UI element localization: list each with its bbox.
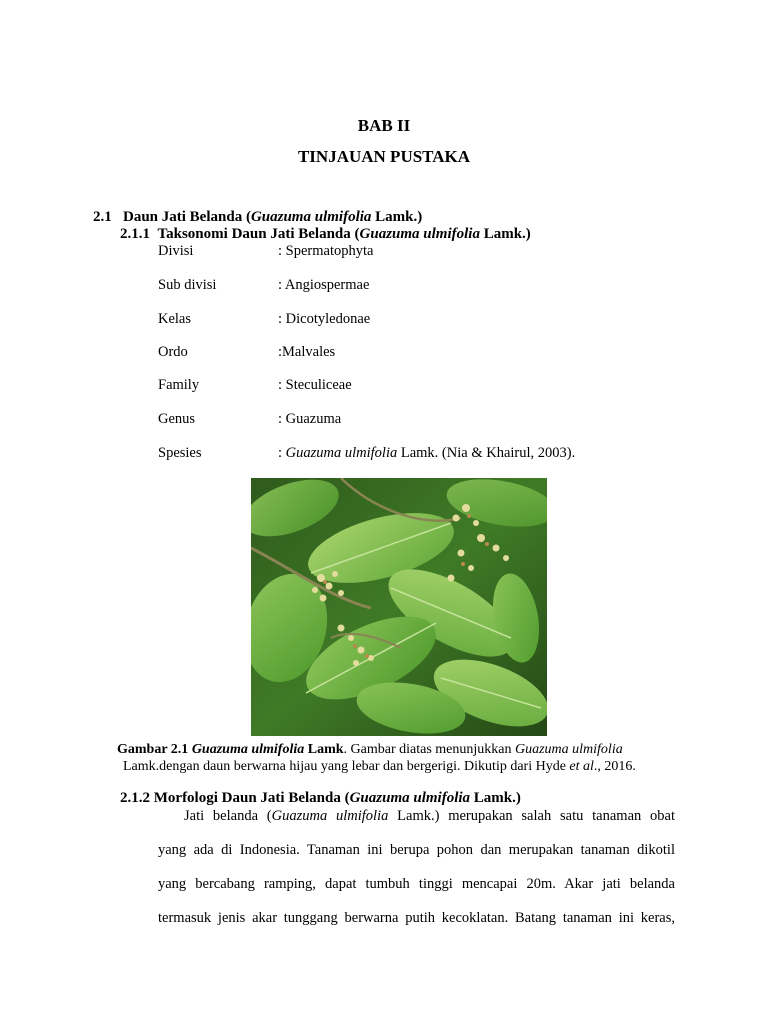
caption-text: Lamk.dengan daun berwarna hijau yang lebar dan bergerigi. Dikutip dari Hyde	[123, 759, 570, 774]
section-2-1-1-heading	[120, 226, 531, 243]
section-text: Daun Jati Belanda (	[123, 209, 251, 225]
chapter-heading: BAB II	[357, 116, 411, 135]
caption-text: . Gambar diatas menunjukkan	[343, 742, 515, 757]
taxonomy-label-spesies: Spesies	[158, 445, 202, 461]
paragraph-line-2: yang ada di Indonesia. Tanaman ini berupa pohon dan merupakan tanaman dikotil	[158, 842, 675, 858]
section-2-1-2-heading	[120, 790, 521, 807]
species-name: Guazuma ulmifolia	[285, 445, 398, 461]
taxonomy-label-ordo: Ordo	[158, 344, 188, 360]
taxonomy-value-subdivisi: : Angiospermae	[278, 277, 370, 293]
citation: Lamk. (Nia & Khairul, 2003).	[397, 445, 576, 461]
taxonomy-label-kelas: Kelas	[158, 311, 192, 327]
section-number: 2.1	[93, 209, 112, 225]
taxonomy-label-divisi: Divisi	[158, 243, 194, 259]
figure-caption-line1	[117, 742, 623, 758]
figure-caption-line2	[123, 759, 636, 775]
plant-photo	[251, 478, 547, 736]
figure-label: Gambar 2.1 Guazuma ulmifolia Lamk	[117, 742, 344, 757]
et-al: et al	[569, 759, 594, 774]
paragraph-line-3: yang bercabang ramping, dapat tumbuh tinggi mencapai 20m. Akar jati belanda	[158, 876, 675, 892]
chapter-title: TINJAUAN PUSTAKA	[297, 147, 471, 166]
section-text-end: Lamk.)	[479, 226, 531, 242]
paragraph-line-4: termasuk jenis akar tunggang berwarna putih kecoklatan. Batang tanaman ini keras,	[158, 910, 675, 926]
taxonomy-label-genus: Genus	[158, 411, 196, 427]
taxonomy-value-kelas: : Dicotyledonae	[278, 311, 371, 327]
species-name: Guazuma ulmifolia	[250, 209, 372, 225]
taxonomy-value-genus: : Guazuma	[278, 411, 342, 427]
section-text-end: Lamk.)	[371, 209, 423, 225]
taxonomy-value-spesies	[278, 445, 575, 462]
section-2-1-heading	[93, 209, 422, 226]
taxonomy-value-divisi: : Spermatophyta	[278, 243, 374, 259]
section-text: Morfologi Daun Jati Belanda (	[150, 790, 350, 806]
species-name: Guazuma ulmifolia	[514, 742, 623, 757]
value-prefix: :	[278, 445, 286, 461]
taxonomy-value-family: : Steculiceae	[278, 377, 352, 393]
section-number: 2.1.1	[120, 226, 150, 242]
section-text: Taksonomi Daun Jati Belanda (	[157, 226, 360, 242]
section-text-end: Lamk.)	[470, 790, 521, 806]
taxonomy-label-family: Family	[158, 377, 200, 393]
paragraph-line-1: Jati belanda (Guazuma ulmifolia Lamk.) merupakan salah satu tanaman obat	[184, 808, 676, 824]
taxonomy-value-ordo: :Malvales	[278, 344, 336, 360]
section-number: 2.1.2	[120, 790, 150, 806]
taxonomy-label-subdivisi: Sub divisi	[158, 277, 217, 293]
caption-year: ., 2016.	[593, 759, 636, 774]
species-name: Guazuma ulmifolia	[359, 226, 480, 242]
species-name: Guazuma ulmifolia	[349, 790, 471, 806]
